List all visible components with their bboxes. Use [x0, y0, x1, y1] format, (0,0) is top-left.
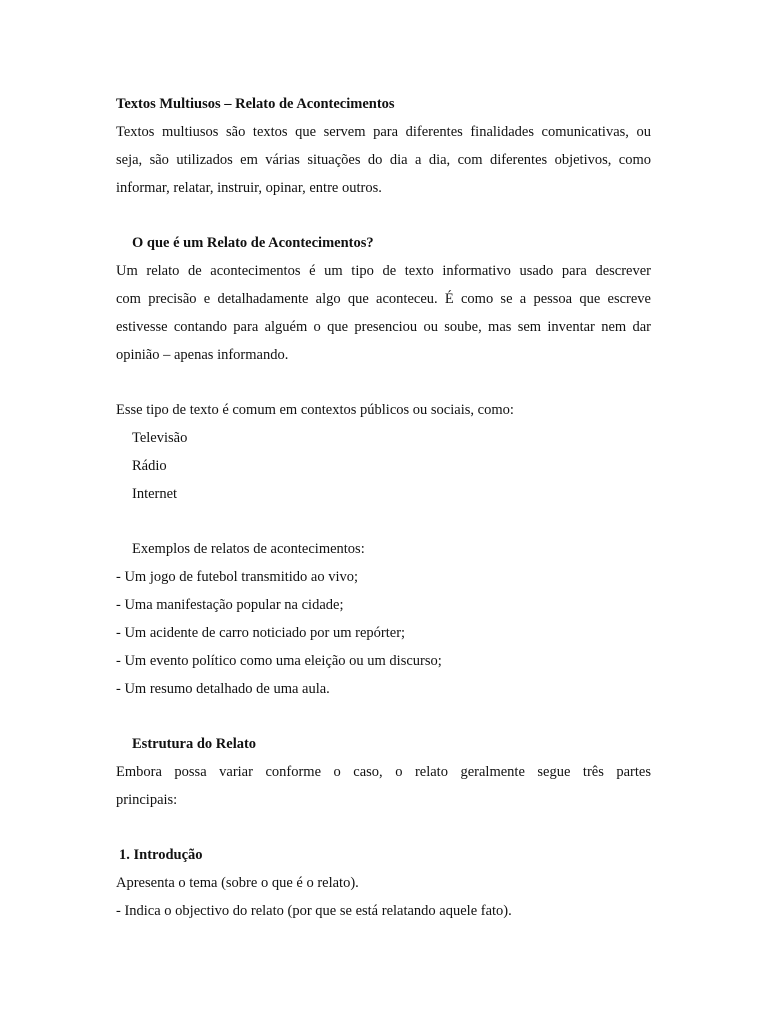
structure-line: Embora possa variar conforme o caso, o relato geralmente segue três partes: [116, 764, 651, 780]
context-item: Internet: [132, 486, 178, 502]
context-item: Televisão: [132, 430, 188, 446]
examples-heading: Exemplos de relatos de acontecimentos:: [132, 541, 365, 557]
part1-line: Apresenta o tema (sobre o que é o relato).: [116, 875, 359, 891]
spacer: [116, 818, 651, 845]
example-item: - Uma manifestação popular na cidade;: [116, 597, 344, 613]
spacer: [116, 707, 651, 734]
document-body: [116, 94, 651, 929]
part1-heading: 1. Introdução: [119, 847, 203, 863]
section-line: Um relato de acontecimentos é um tipo de texto informativo usado para descrever: [116, 263, 651, 279]
intro-line: seja, são utilizados em várias situações do dia a dia, com diferentes objetivos, como: [116, 152, 651, 168]
example-item: - Um evento político como uma eleição ou um discurso;: [116, 653, 442, 669]
section-line: com precisão e detalhadamente algo que aconteceu. É como se a pessoa que escreve: [116, 291, 651, 307]
spacer: [116, 206, 651, 233]
structure-line: principais:: [116, 792, 178, 808]
example-item: - Um acidente de carro noticiado por um repórter;: [116, 625, 406, 641]
intro-line: informar, relatar, instruir, opinar, entre outros.: [116, 180, 382, 196]
example-item: - Um resumo detalhado de uma aula.: [116, 681, 330, 697]
spacer: [116, 373, 651, 400]
section-heading-relato: O que é um Relato de Acontecimentos?: [132, 235, 374, 251]
part1-line: - Indica o objectivo do relato (por que se está relatando aquele fato).: [116, 903, 512, 919]
section-line: opinião – apenas informando.: [116, 347, 289, 363]
contexts-lead: Esse tipo de texto é comum em contextos públicos ou sociais, como:: [116, 402, 514, 418]
section-line: estivesse contando para alguém o que presenciou ou soube, mas sem inventar nem dar: [116, 319, 651, 335]
intro-line: Textos multiusos são textos que servem para diferentes finalidades comunicativas, ou: [116, 124, 651, 140]
spacer: [116, 512, 651, 539]
context-item: Rádio: [132, 458, 167, 474]
document-title: Textos Multiusos – Relato de Acontecimentos: [116, 96, 395, 112]
example-item: - Um jogo de futebol transmitido ao vivo;: [116, 569, 359, 585]
structure-heading: Estrutura do Relato: [132, 736, 257, 752]
